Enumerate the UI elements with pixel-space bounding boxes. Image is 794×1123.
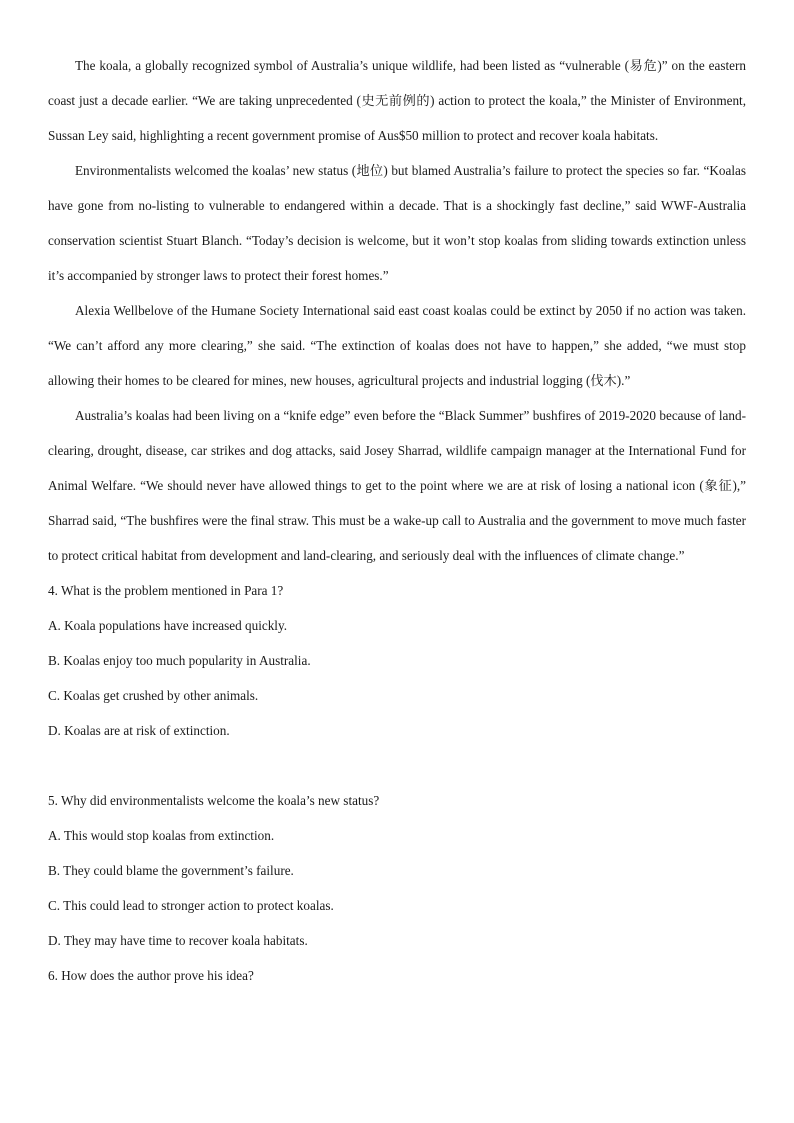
question-5 (48, 783, 746, 958)
question-5-option-a: A. This would stop koalas from extinction. (48, 828, 275, 843)
question-4-option-b: B. Koalas enjoy too much popularity in Australia. (48, 653, 311, 668)
question-6 (48, 958, 746, 993)
question-4-option-c: C. Koalas get crushed by other animals. (48, 688, 259, 703)
question-spacer (48, 748, 746, 783)
question-4-stem: 4. What is the problem mentioned in Para 1? (48, 583, 284, 598)
passage-paragraph-3: Alexia Wellbelove of the Humane Society International said east coast koalas could be extinct by 2050 if no action was taken. “We can’t afford any more clearing,” she said. “The extinction of koalas does not have to happen,” she added, “we must stop allowing their homes to be cleared for mines, new houses, agricultural projects and industrial logging (伐木).” (48, 303, 746, 388)
question-5-stem: 5. Why did environmentalists welcome the koala’s new status? (48, 793, 380, 808)
passage-paragraph-1: The koala, a globally recognized symbol of Australia’s unique wildlife, had been listed as “vulnerable (易危)” on the eastern coast just a decade earlier. “We are taking unprecedented (史无前例的) action to protect the koala,” the Minister of Environment, Sussan Ley said, highlighting a recent government promise of Aus$50 million to protect and recover koala habitats. (48, 58, 746, 143)
question-4-option-a: A. Koala populations have increased quickly. (48, 618, 288, 633)
question-5-option-d: D. They may have time to recover koala habitats. (48, 933, 308, 948)
question-4 (48, 573, 746, 748)
passage-paragraph-4: Australia’s koalas had been living on a “knife edge” even before the “Black Summer” bushfires of 2019-2020 because of land-clearing, drought, disease, car strikes and dog attacks, said Josey Sharrad, wildlife campaign manager at the International Fund for Animal Welfare. “We should never have allowed things to get to the point where we are at risk of losing a national icon (象征),” Sharrad said, “The bushfires were the final straw. This must be a wake-up call to Australia and the government to move much faster to protect critical habitat from development and land-clearing, and seriously deal with the influences of climate change.” (48, 408, 746, 563)
question-5-option-c: C. This could lead to stronger action to protect koalas. (48, 898, 334, 913)
passage-paragraph-2: Environmentalists welcomed the koalas’ new status (地位) but blamed Australia’s failure to protect the species so far. “Koalas have gone from no-listing to vulnerable to endangered within a decade. That is a shockingly fast decline,” said WWF-Australia conservation scientist Stuart Blanch. “Today’s decision is welcome, but it won’t stop koalas from sliding towards extinction unless it’s accompanied by stronger laws to protect their forest homes.” (48, 163, 746, 283)
question-4-option-d: D. Koalas are at risk of extinction. (48, 723, 230, 738)
question-6-stem: 6. How does the author prove his idea? (48, 968, 254, 983)
document-page (48, 48, 746, 993)
question-5-option-b: B. They could blame the government’s failure. (48, 863, 294, 878)
